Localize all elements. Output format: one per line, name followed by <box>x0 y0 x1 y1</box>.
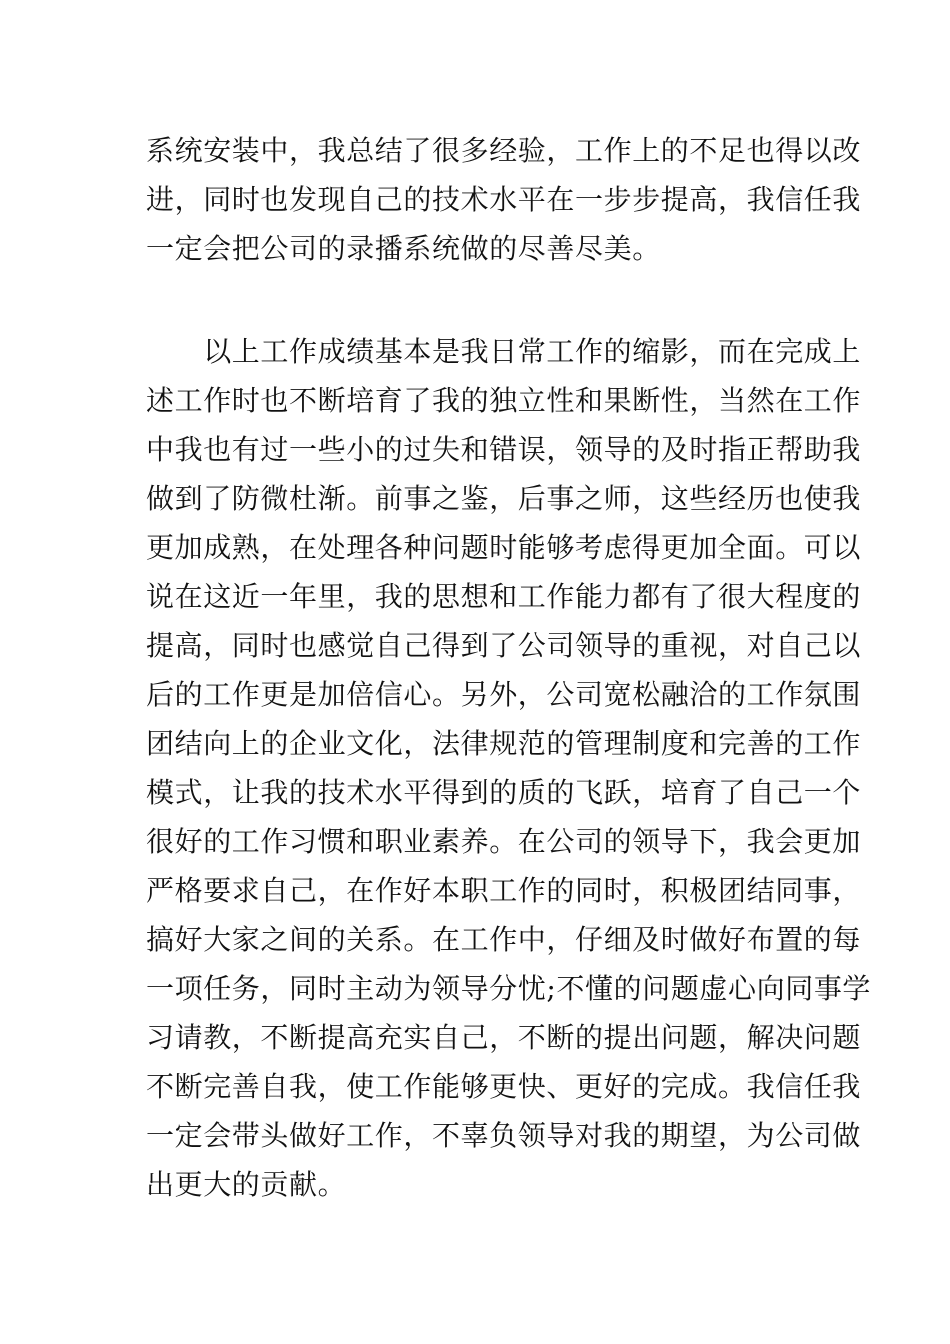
paragraph-2 <box>146 327 872 1209</box>
paragraph-line: 系统安装中，我总结了很多经验，工作上的不足也得以改 <box>146 134 862 167</box>
paragraph-line: 更加成熟，在处理各种问题时能够考虑得更加全面。可以 <box>146 531 862 564</box>
paragraph-line: 提高，同时也感觉自己得到了公司领导的重视，对自己以 <box>146 629 862 662</box>
paragraph-line: 严格要求自己，在作好本职工作的同时，积极团结同事， <box>146 874 862 907</box>
paragraph-line: 进，同时也发现自己的技术水平在一步步提高，我信任我 <box>146 183 862 216</box>
paragraph-line: 不断完善自我，使工作能够更快、更好的完成。我信任我 <box>146 1070 862 1103</box>
paragraph-line: 一定会把公司的录播系统做的尽善尽美。 <box>146 232 661 265</box>
paragraph-line: 一项任务，同时主动为领导分忧;不懂的问题虚心向同事学 <box>146 972 872 1005</box>
paragraph-line: 述工作时也不断培育了我的独立性和果断性，当然在工作 <box>146 384 862 417</box>
paragraph-line: 搞好大家之间的关系。在工作中，仔细及时做好布置的每 <box>146 923 862 956</box>
paragraph-line: 出更大的贡献。 <box>146 1168 347 1201</box>
paragraph-1 <box>146 126 862 273</box>
paragraph-line: 说在这近一年里，我的思想和工作能力都有了很大程度的 <box>146 580 862 613</box>
paragraph-line: 模式，让我的技术水平得到的质的飞跃，培育了自己一个 <box>146 776 862 809</box>
paragraph-line: 后的工作更是加倍信心。另外，公司宽松融洽的工作氛围 <box>146 678 862 711</box>
paragraph-line: 团结向上的企业文化，法律规范的管理制度和完善的工作 <box>146 727 862 760</box>
paragraph-line: 中我也有过一些小的过失和错误，领导的及时指正帮助我 <box>146 433 862 466</box>
paragraph-line: 一定会带头做好工作，不辜负领导对我的期望，为公司做 <box>146 1119 862 1152</box>
paragraph-line: 习请教，不断提高充实自己，不断的提出问题，解决问题 <box>146 1021 862 1054</box>
paragraph-line: 以上工作成绩基本是我日常工作的缩影，而在完成上 <box>146 335 862 368</box>
paragraph-line: 很好的工作习惯和职业素养。在公司的领导下，我会更加 <box>146 825 862 858</box>
paragraph-line: 做到了防微杜渐。前事之鉴，后事之师，这些经历也使我 <box>146 482 862 515</box>
